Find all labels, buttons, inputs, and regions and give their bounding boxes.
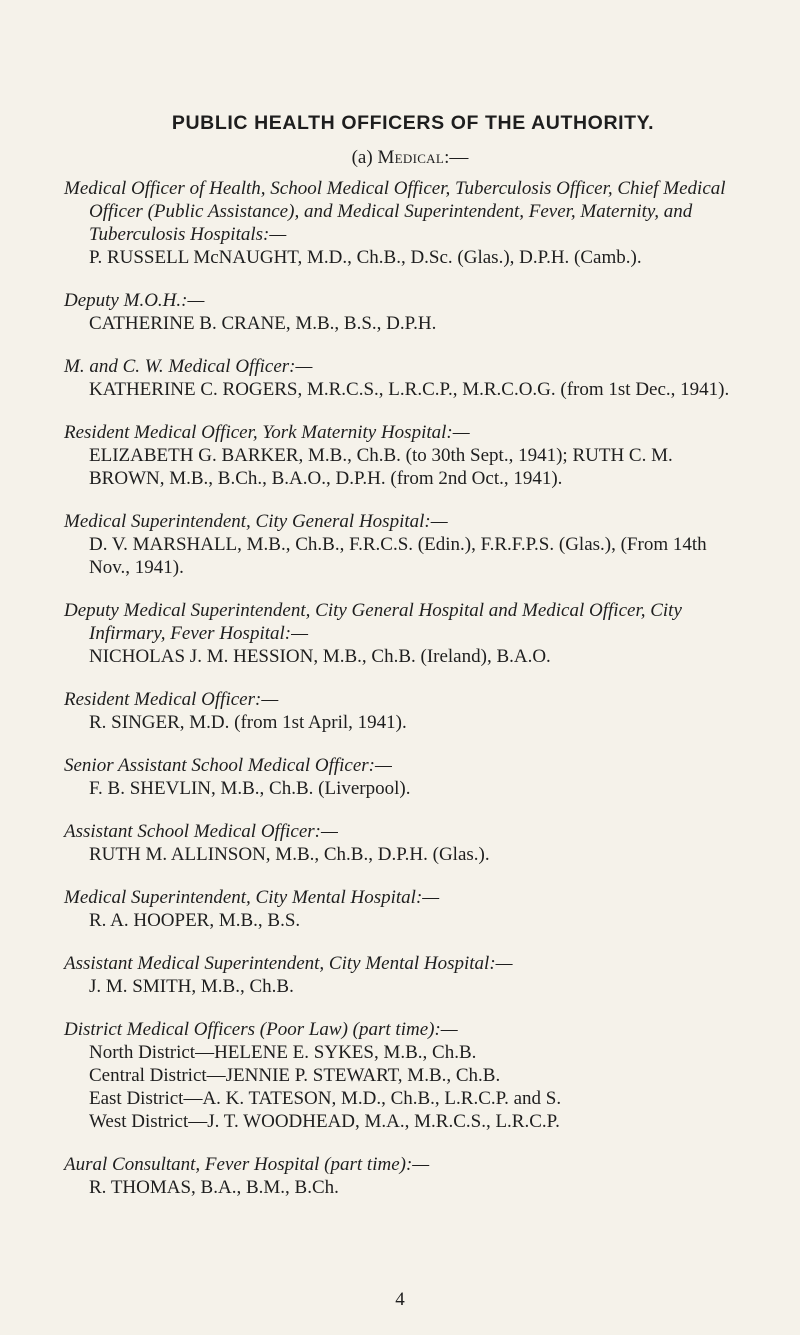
entry-role: Assistant Medical Superintendent, City Mental Hospital:— <box>64 953 513 974</box>
entry-district-medical-officers <box>64 1018 742 1133</box>
entry-superintendent-mental <box>64 886 742 932</box>
entry-person: Central District—JENNIE P. STEWART, M.B., Ch.B. <box>89 1065 501 1086</box>
entry-person: R. SINGER, M.D. (from 1st April, 1941). <box>89 712 407 733</box>
entry-resident-maternity <box>64 421 742 490</box>
entry-person: P. RUSSELL McNAUGHT, M.D., Ch.B., D.Sc. (Glas.), D.P.H. (Camb.). <box>89 247 642 268</box>
entry-person: North District—HELENE E. SYKES, M.B., Ch.B. <box>89 1042 477 1063</box>
entry-person: West District—J. T. WOODHEAD, M.A., M.R.C.S., L.R.C.P. <box>89 1111 560 1132</box>
entry-role: District Medical Officers (Poor Law) (part time):— <box>64 1019 458 1040</box>
page-number: 4 <box>395 1289 405 1310</box>
entry-person: ELIZABETH G. BARKER, M.B., Ch.B. (to 30th Sept., 1941); RUTH C. M. BROWN, M.B., B.Ch., B.A.O., D.P.H. (from 2nd Oct., 1941). <box>89 445 673 489</box>
entry-role: Medical Superintendent, City General Hospital:— <box>64 511 448 532</box>
entry-deputy-moh <box>64 289 742 335</box>
entry-role: M. and C. W. Medical Officer:— <box>64 356 313 377</box>
entry-role: Resident Medical Officer, York Maternity Hospital:— <box>64 422 470 443</box>
section-label: Medical <box>377 147 445 168</box>
section-heading <box>78 147 742 169</box>
entry-role: Deputy Medical Superintendent, City General Hospital and Medical Officer, City Infirmary, Fever Hospital:— <box>64 600 682 644</box>
entry-assistant-school <box>64 820 742 866</box>
entry-person: KATHERINE C. ROGERS, M.R.C.S., L.R.C.P., M.R.C.O.G. (from 1st Dec., 1941). <box>89 379 730 400</box>
entry-role: Medical Officer of Health, School Medical Officer, Tuberculosis Officer, Chief Medical Officer (Public Assistance), and Medical Superintendent, Fever, Maternity, and Tuberculosis Hospitals:— <box>64 178 726 245</box>
entry-assistant-superintendent-mental <box>64 952 742 998</box>
entry-person: CATHERINE B. CRANE, M.B., B.S., D.P.H. <box>89 313 437 334</box>
entry-deputy-superintendent <box>64 599 742 668</box>
entry-medical-officer-of-health <box>64 177 742 269</box>
entry-superintendent-general <box>64 510 742 579</box>
entry-role: Assistant School Medical Officer:— <box>64 821 338 842</box>
section-marker: (a) <box>351 147 373 168</box>
entry-person: NICHOLAS J. M. HESSION, M.B., Ch.B. (Ireland), B.A.O. <box>89 646 551 667</box>
entry-mcw-medical-officer <box>64 355 742 401</box>
entry-aural-consultant <box>64 1153 742 1199</box>
entry-senior-assistant-school <box>64 754 742 800</box>
entry-person: R. THOMAS, B.A., B.M., B.Ch. <box>89 1177 339 1198</box>
page-title: PUBLIC HEALTH OFFICERS OF THE AUTHORITY. <box>171 112 655 134</box>
entry-person: R. A. HOOPER, M.B., B.S. <box>89 910 301 931</box>
entry-role: Medical Superintendent, City Mental Hospital:— <box>64 887 440 908</box>
entry-person: East District—A. K. TATESON, M.D., Ch.B., L.R.C.P. and S. <box>89 1088 562 1109</box>
entry-role: Senior Assistant School Medical Officer:— <box>64 755 392 776</box>
section-suffix: :— <box>444 147 469 168</box>
entry-role: Deputy M.O.H.:— <box>64 290 205 311</box>
entry-person: F. B. SHEVLIN, M.B., Ch.B. (Liverpool). <box>89 778 411 799</box>
entry-role: Resident Medical Officer:— <box>64 689 279 710</box>
entry-person: D. V. MARSHALL, M.B., Ch.B., F.R.C.S. (Edin.), F.R.F.P.S. (Glas.), (From 14th Nov., 1941). <box>89 534 707 578</box>
entry-role: Aural Consultant, Fever Hospital (part time):— <box>64 1154 430 1175</box>
entry-resident-medical-officer <box>64 688 742 734</box>
entry-person-list <box>64 1041 742 1133</box>
entry-person: RUTH M. ALLINSON, M.B., Ch.B., D.P.H. (Glas.). <box>89 844 490 865</box>
entry-person: J. M. SMITH, M.B., Ch.B. <box>89 976 294 997</box>
